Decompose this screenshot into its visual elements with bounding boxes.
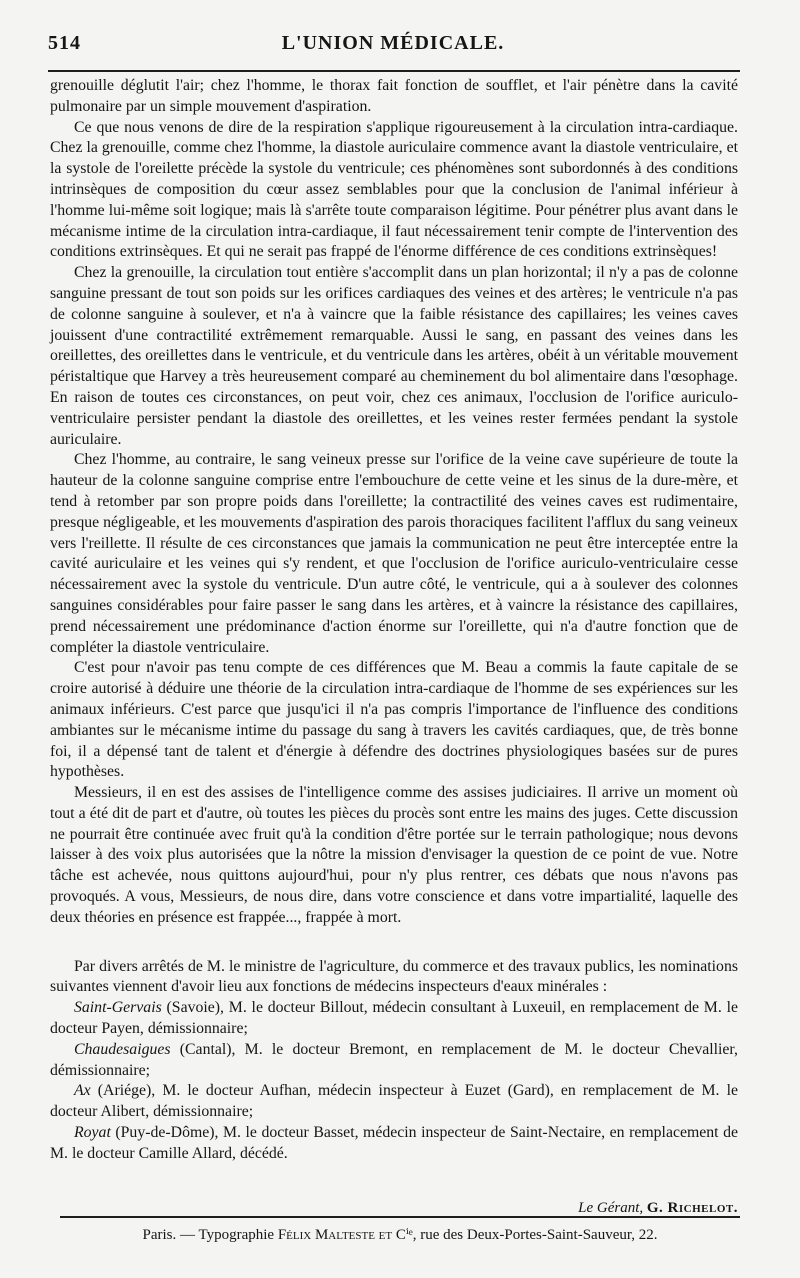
nomination-text: (Ariége), M. le docteur Aufhan, médecin inspecteur à Euzet (Gard), en remplacement de M. le docteur Alibert, démissionnaire;	[50, 1082, 738, 1121]
paragraph: Ce que nous venons de dire de la respiration s'applique rigoureusement à la circulation intra-cardiaque. Chez la grenouille, comme chez l'homme, la diastole auriculaire commence avant la diastole ventriculaire, et la systole de l'oreilette précède la systole du ventricule; ces phénomènes sont subordonnés à des conditions intrinsèques de composition du cœur assez semblables pour que la conclusion de l'animal inférieur à l'homme lui-même soit logique; mais là s'arrête toute comparaison légitime. Pour pénétrer plus avant dans le mécanisme intime de la circulation intra-cardiaque, il faut nécessairement tenir compte de l'intervention des conditions extrinsèques. Et qui ne serait pas frappé de l'énorme différence de ces conditions extrinsèques!	[50, 118, 738, 261]
nomination-entry	[50, 1081, 738, 1123]
nomination-text: (Savoie), M. le docteur Billout, médecin consultant à Luxeuil, en remplacement de M. le docteur Payen, démissionnaire;	[50, 999, 738, 1038]
nomination-place: Ax	[74, 1082, 91, 1100]
nomination-place: Saint-Gervais	[74, 999, 162, 1017]
paragraph: Chez la grenouille, la circulation tout entière s'accomplit dans un plan horizontal; il n'y a pas de colonne sanguine pressant de tout son poids sur les orifices cardiaques des veines et des artères; le ventricule n'a pas de colonne sanguine à soulever, et n'a à vaincre que la faible résistance des capillaires; les veines caves jouissent d'une contractilité extrêmement remarquable. Aussi le sang, en passant des veines dans les oreillettes, des oreillettes dans le ventricule, et du ventricule dans les artères, obéit à un véritable mouvement péristaltique que Harvey a très heureusement comparé au cheminement du bol alimentaire dans l'œsophage. En raison de toutes ces circonstances, on peut voir, chez ces animaux, l'occlusion de l'orifice auriculo-ventriculaire persister pendant la diastole des oreillettes, et les veines rester fermées pendant la systole auriculaire.	[50, 264, 738, 448]
nomination-place: Chaudesaigues	[74, 1040, 171, 1058]
nominations-intro: Par divers arrêtés de M. le ministre de l'agriculture, du commerce et des travaux publics, les nominations suivantes viennent d'avoir lieu aux fonctions de médecins inspecteurs d'eaux minérales :	[50, 957, 738, 996]
nomination-text: (Puy-de-Dôme), M. le docteur Basset, médecin inspecteur de Saint-Nectaire, en remplacement de M. le docteur Camille Allard, décédé.	[50, 1124, 738, 1162]
nomination-entry	[50, 998, 738, 1040]
imprint-footer	[60, 1225, 740, 1244]
paragraph: Chez l'homme, au contraire, le sang veineux presse sur l'orifice de la veine cave supérieure de toute la hauteur de la colonne sanguine comprise entre l'embouchure de cette veine et les sinus de la dure-mère, et tend à retomber par son propre poids dans l'oreillette; la contractilité des veines caves est rudimentaire, presque négligeable, et les mouvements d'aspiration des parois thoraciques facilitent l'afflux du sang veineux vers l'reillette. Il résulte de ces circonstances que jamais la communication ne peut être interceptée entre la cavité auriculaire et les veines qui s'y rendent, et que l'occlusion de l'orifice auriculo-ventriculaire cesse nécessairement avec la systole du ventricule. D'un autre côté, le ventricule, qui a à soulever des colonnes sanguines considérables pour faire passer le sang dans les artères, et à vaincre la résistance des capillaires, prend nécessairement une prédominance d'action énorme sur l'oreillette, qui n'a d'autre fonction que de compléter la diastole ventriculaire.	[50, 451, 738, 656]
nomination-place: Royat	[74, 1124, 111, 1142]
signature-role: Le Gérant,	[578, 1200, 644, 1216]
article-body	[50, 76, 738, 1165]
imprint-printer: Félix Malteste et Cⁱᵉ	[277, 1227, 413, 1243]
imprint-suffix: , rue des Deux-Portes-Saint-Sauveur, 22.	[412, 1227, 658, 1243]
page-header	[48, 32, 738, 62]
signature	[578, 1200, 738, 1217]
header-rule	[48, 70, 740, 72]
paragraph-continued: grenouille déglutit l'air; chez l'homme, le thorax fait fonction de soufflet, et l'air pénètre dans la cavité pulmonaire par un simple mouvement d'aspiration.	[50, 77, 738, 115]
section-separator	[50, 929, 738, 957]
paragraph: C'est pour n'avoir pas tenu compte de ces différences que M. Beau a commis la faute capitale de se croire autorisé à déduire une théorie de la circulation intra-cardiaque de l'homme de ses expériences sur les animaux inférieurs. C'est parce que jusqu'ici il n'a pas compris l'importance de l'influence des conditions ambiantes sur le mécanisme intime du passage du sang à travers les cavités cardiaques, que, de très bonne foi, il a dépensé tant de talent et d'énergie à défendre des doctrines physiologiques basées sur de pures hypothèses.	[50, 659, 738, 781]
signature-name: G. Richelot.	[646, 1200, 738, 1216]
nomination-entry	[50, 1123, 738, 1165]
nomination-text: (Cantal), M. le docteur Bremont, en remplacement de M. le docteur Chevallier, démissionnaire;	[50, 1040, 738, 1079]
footer-rule	[60, 1216, 740, 1218]
paragraph: Messieurs, il en est des assises de l'intelligence comme des assises judiciaires. Il arrive un moment où tout a été dit de part et d'autre, où toutes les pièces du procès sont entre les mains des juges. Cette discussion ne pourrait être continuée avec fruit qu'à la condition d'être portée sur le terrain pathologique; nous devons laisser à des voix plus autorisées que la nôtre la mission d'envisager la question de ce point de vue. Notre tâche est achevée, nous quittons aujourd'hui, pour n'y plus rentrer, ces débats que nous n'avons pas provoqués. A vous, Messieurs, de nous dire, dans votre conscience et dans votre impartialité, laquelle des deux théories en présence est frappée..., frappée à mort.	[50, 784, 738, 926]
imprint-prefix: Paris. — Typographie	[142, 1227, 278, 1243]
page-number: 514	[48, 32, 81, 54]
running-title: L'UNION MÉDICALE.	[281, 32, 505, 54]
nomination-entry	[50, 1040, 738, 1082]
